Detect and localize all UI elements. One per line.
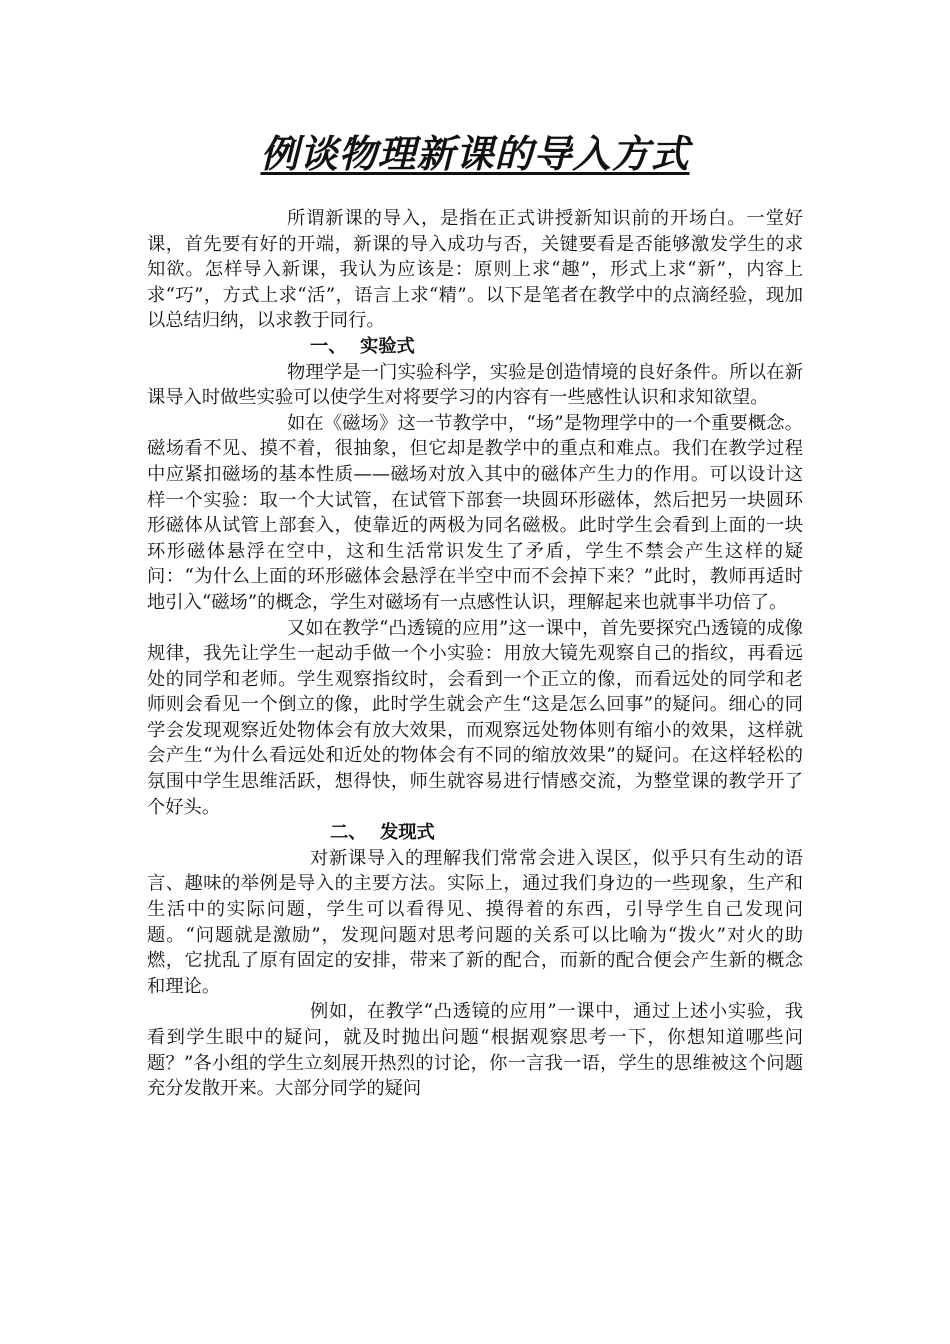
section-heading-experiment [147,334,803,360]
section-number: 一、 [310,335,347,357]
section-number: 二、 [330,822,367,844]
body-paragraph: 例如，在教学“凸透镜的应用”一课中，通过上述小实验，我看到学生眼中的疑问，就及时抛出问题“根据观察思考一下，你想知道哪些问题？”各小组的学生立刻展开热烈的讨论，你一言我一语，学生的思维被这个问题充分发散开来。大部分同学的疑问 [147,1001,803,1100]
body-paragraph: 对新课导入的理解我们常常会进入误区，似乎只有生动的语言、趣味的举例是导入的主要方法。实际上，通过我们身边的一些现象，生产和生活中的实际问题，学生可以看得见、摸得着的东西，引导学生自己发现问题。“问题就是激励”，发现问题对思考问题的关系可以比喻为“拨火”对火的助燃，它扰乱了原有固定的安排，带来了新的配合，而新的配合便会产生新的概念和理论。 [147,847,803,997]
section-heading-discovery [147,820,803,846]
section-title: 实验式 [360,335,415,357]
body-paragraph: 物理学是一门实验科学，实验是创造情境的良好条件。所以在新课导入时做些实验可以使学生对将要学习的内容有一些感性认识和求知欲望。 [147,361,803,409]
body-paragraph: 如在《磁场》这一节教学中，“场”是物理学中的一个重要概念。磁场看不见、摸不着，很抽象，但它却是教学中的重点和难点。我们在教学过程中应紧扣磁场的基本性质——磁场对放入其中的磁体产生力的作用。可以设计这样一个实验：取一个大试管，在试管下部套一块圆环形磁体，然后把另一块圆环形磁体从试管上部套入，使靠近的两极为同名磁极。此时学生会看到上面的一块环形磁体悬浮在空中，这和生活常识发生了矛盾，学生不禁会产生这样的疑问：“为什么上面的环形磁体会悬浮在半空中而不会掉下来？”此时，教师再适时地引入“磁场”的概念，学生对磁场有一点感性认识，理解起来也就事半功倍了。 [147,412,803,613]
intro-paragraph: 所谓新课的导入，是指在正式讲授新知识前的开场白。一堂好课，首先要有好的开端，新课的导入成功与否，关键要看是否能够激发学生的求知欲。怎样导入新课，我认为应该是：原则上求“趣”，形式上求“新”，内容上求“巧”，方式上求“活”，语言上求“精”。以下是笔者在教学中的点滴经验，现加以总结归纳，以求教于同行。 [147,208,803,332]
section-title: 发现式 [380,822,435,844]
document-body [147,206,803,1102]
document-title: 例谈物理新课的导入方式 [260,131,690,176]
body-paragraph: 又如在教学“凸透镜的应用”这一课中，首先要探究凸透镜的成像规律，我先让学生一起动手做一个小实验：用放大镜先观察自己的指纹，再看远处的同学和老师。学生观察指纹时，会看到一个正立的像，而看远处的同学和老师则会看见一个倒立的像，此时学生就会产生“这是怎么回事”的疑问。细心的同学会发现观察近处物体会有放大效果，而观察远处物体则有缩小的效果，这样就会产生“为什么看远处和近处的物体会有不同的缩放效果”的疑问。在这样轻松的氛围中学生思维活跃，想得快，师生就容易进行情感交流，为整堂课的教学开了个好头。 [147,617,803,818]
